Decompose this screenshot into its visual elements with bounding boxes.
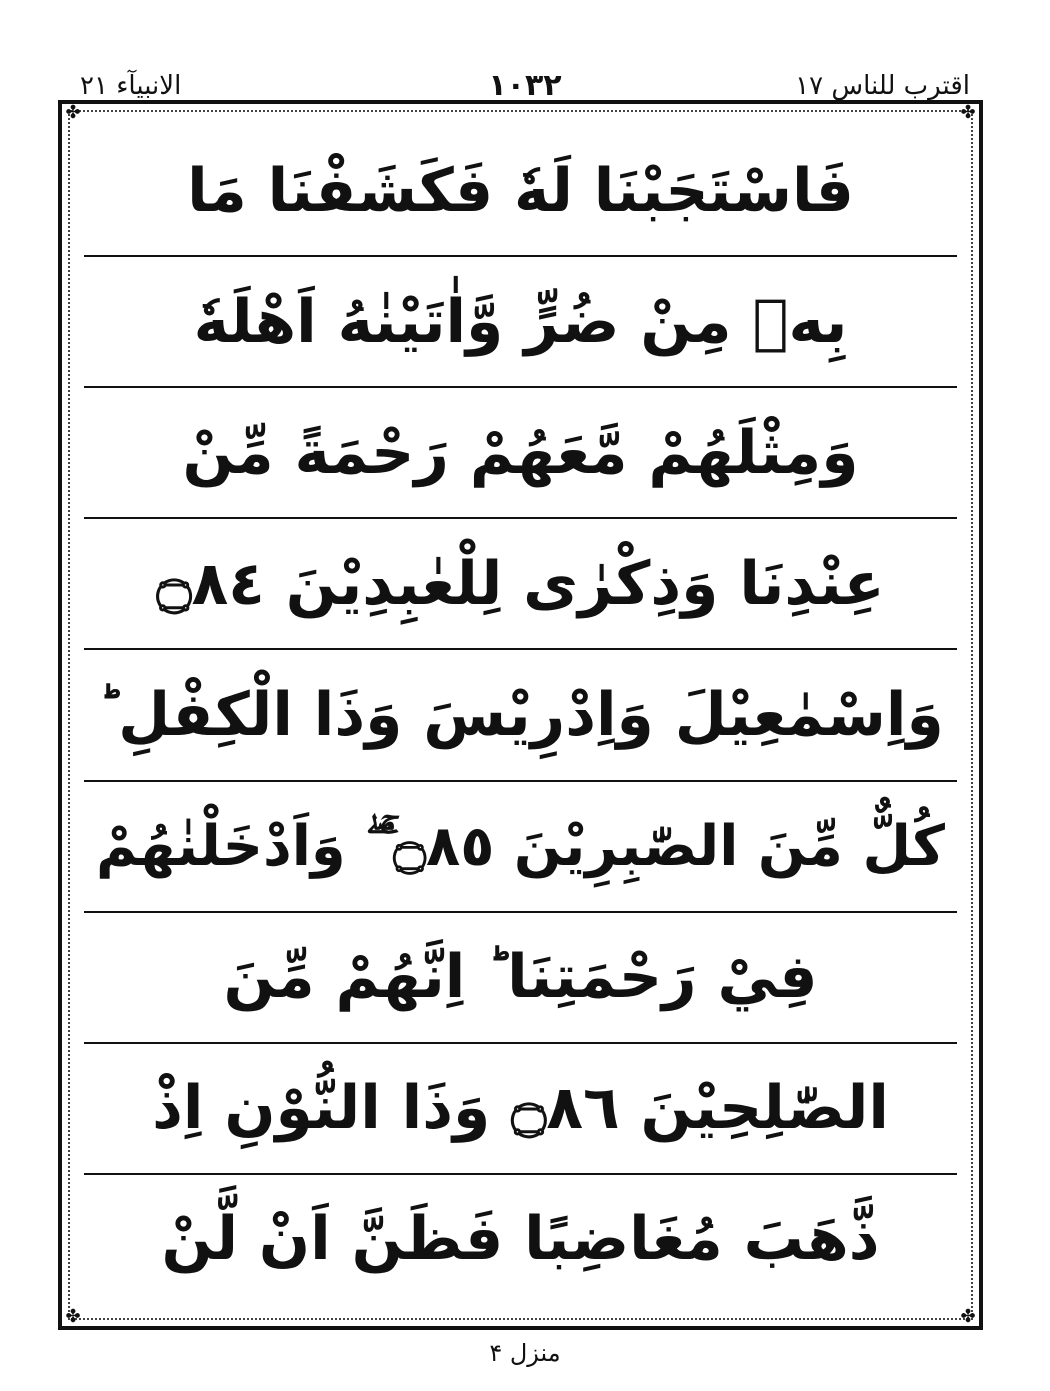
text-line: [84, 519, 957, 650]
surah-name: الانبیآء ۲۱: [80, 71, 182, 101]
page-number: ۱۰۳۲: [488, 68, 562, 103]
ornament-icon: ✤: [960, 102, 976, 123]
line-text: وَمِثْلَهُمْ مَّعَهُمْ رَحْمَةً مِّنْ: [182, 417, 859, 488]
text-line: [84, 650, 957, 781]
manzil-label: منزل ۴: [489, 1339, 561, 1367]
line-text: فِيْ رَحْمَتِنَا ؕ اِنَّهُمْ مِّنَ: [223, 942, 818, 1013]
text-line: [84, 782, 957, 913]
line-text: فَاسْتَجَبْنَا لَهٗ فَكَشَفْنَا مَا: [187, 155, 854, 226]
line-text: الصّٰلِحِيْنَ ۝٨٦ وَذَا النُّوْنِ اِذْ: [152, 1073, 889, 1144]
text-line: [84, 126, 957, 257]
ornament-icon: ✤: [65, 1306, 81, 1327]
line-text: عِنْدِنَا وَذِكْرٰى لِلْعٰبِدِيْنَ ۝٨٤: [156, 548, 885, 619]
text-line: [84, 388, 957, 519]
juz-name: اقترب للناس ۱۷: [795, 71, 970, 101]
text-line: [84, 257, 957, 388]
verse-lines: [84, 126, 957, 1304]
line-text: بِهٖ مِنْ ضُرٍّ وَّاٰتَيْنٰهُ اَهْلَهٗ: [193, 286, 848, 357]
text-line: [84, 1175, 957, 1304]
line-text: ذَّهَبَ مُغَاضِبًا فَظَنَّ اَنْ لَّنْ: [161, 1204, 880, 1275]
text-line: [84, 1044, 957, 1175]
page-border-frame: [58, 100, 983, 1330]
text-line: [84, 913, 957, 1044]
line-text: وَاِسْمٰعِيْلَ وَاِدْرِيْسَ وَذَا الْكِفْلِ ؕ: [97, 679, 944, 750]
line-text: كُلٌّ مِّنَ الصّٰبِرِيْنَ ۝٨٥ ۚ ۖ وَاَدْخَلْنٰهُمْ: [96, 813, 945, 879]
ornament-icon: ✤: [65, 102, 81, 123]
ornament-icon: ✤: [960, 1306, 976, 1327]
